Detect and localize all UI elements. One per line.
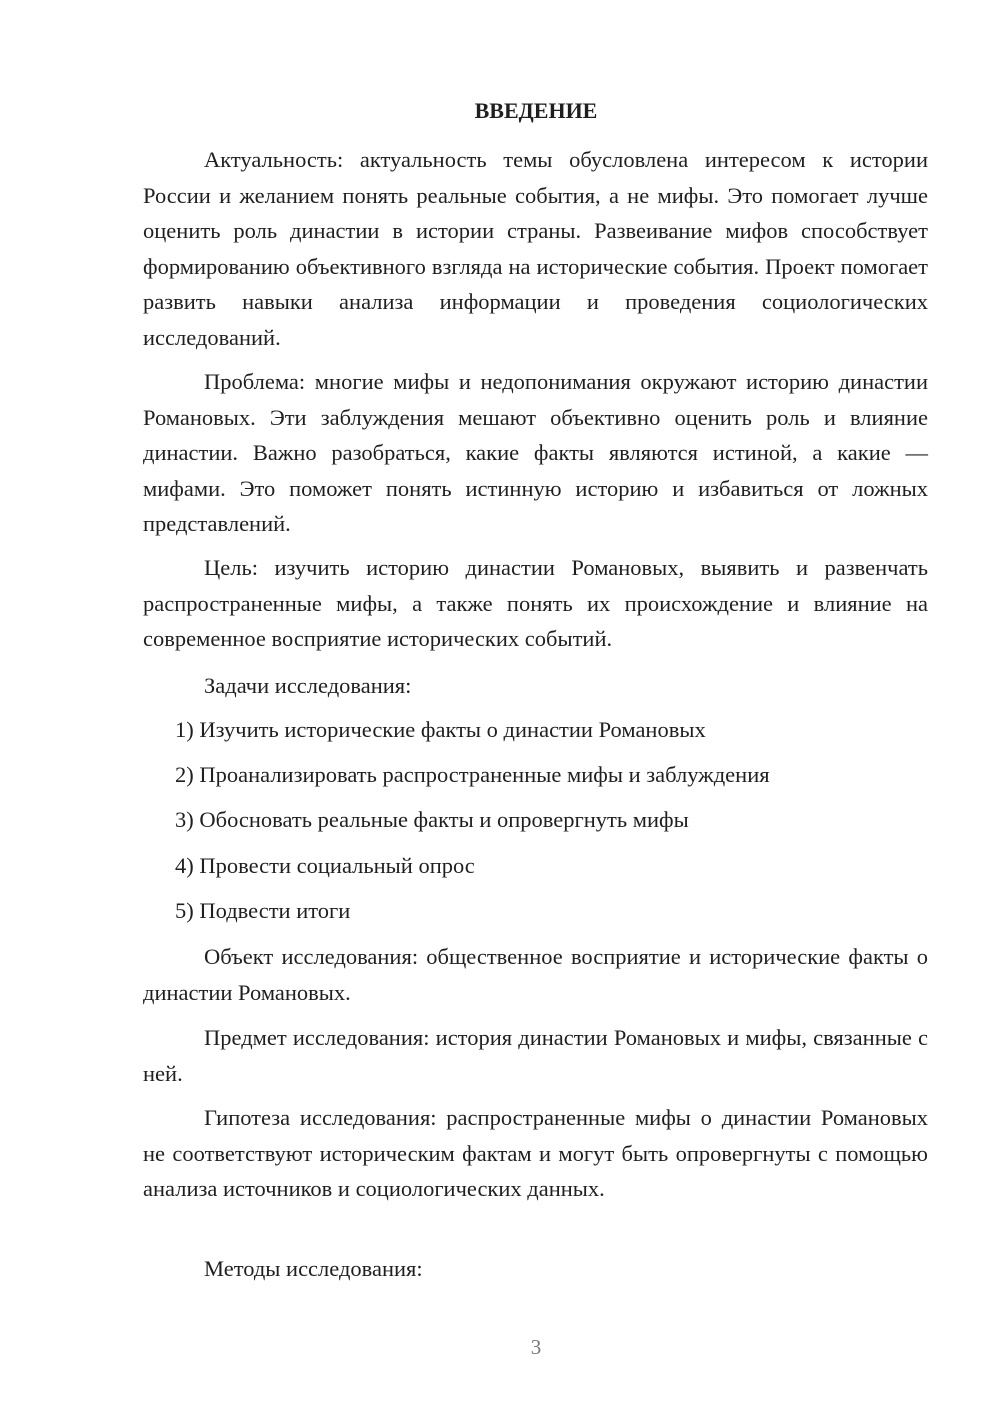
subject-paragraph: Предмет исследования: история династии Романовых и мифы, связанные с ней. [143, 1025, 928, 1086]
task-item: 1) Изучить исторические факты о династии Романовых [175, 717, 706, 742]
task-item: 4) Провести социальный опрос [175, 853, 475, 878]
document-title: ВВЕДЕНИЕ [474, 98, 598, 123]
goal-paragraph: Цель: изучить историю династии Романовых, выявить и развенчать распространенные мифы, а также понять их происхождение и влияние на современное восприятие исторических событий. [143, 555, 928, 651]
problem-paragraph: Проблема: многие мифы и недопонимания окружают историю династии Романовых. Эти заблуждения мешают объективно оценить роль и влияние династии. Важно разобраться, какие факты являются истиной, а какие — мифами. Это поможет понять истинную историю и избавиться от ложных представлений. [143, 369, 928, 536]
page-number: 3 [530, 1335, 542, 1359]
task-item: 3) Обосновать реальные факты и опровергнуть мифы [175, 807, 689, 832]
hypothesis-paragraph: Гипотеза исследования: распространенные мифы о династии Романовых не соответствуют историческим фактам и могут быть опровергнуты с помощью анализа источников и социологических данных. [143, 1105, 928, 1201]
tasks-heading: Задачи исследования: [204, 673, 412, 698]
relevance-paragraph: Актуальность: актуальность темы обусловлена интересом к истории России и желанием понять реальные события, а не мифы. Это помогает лучше оценить роль династии в истории страны. Развеивание мифов способствует формированию объективного взгляда на исторические события. Проект помогает развить навыки анализа информации и проведения социологических исследований. [143, 147, 928, 350]
object-paragraph: Объект исследования: общественное восприятие и исторические факты о династии Романовых. [143, 944, 928, 1005]
methods-heading: Методы исследования: [204, 1256, 423, 1281]
task-item: 5) Подвести итоги [175, 898, 351, 923]
task-item: 2) Проанализировать распространенные мифы и заблуждения [175, 762, 770, 787]
